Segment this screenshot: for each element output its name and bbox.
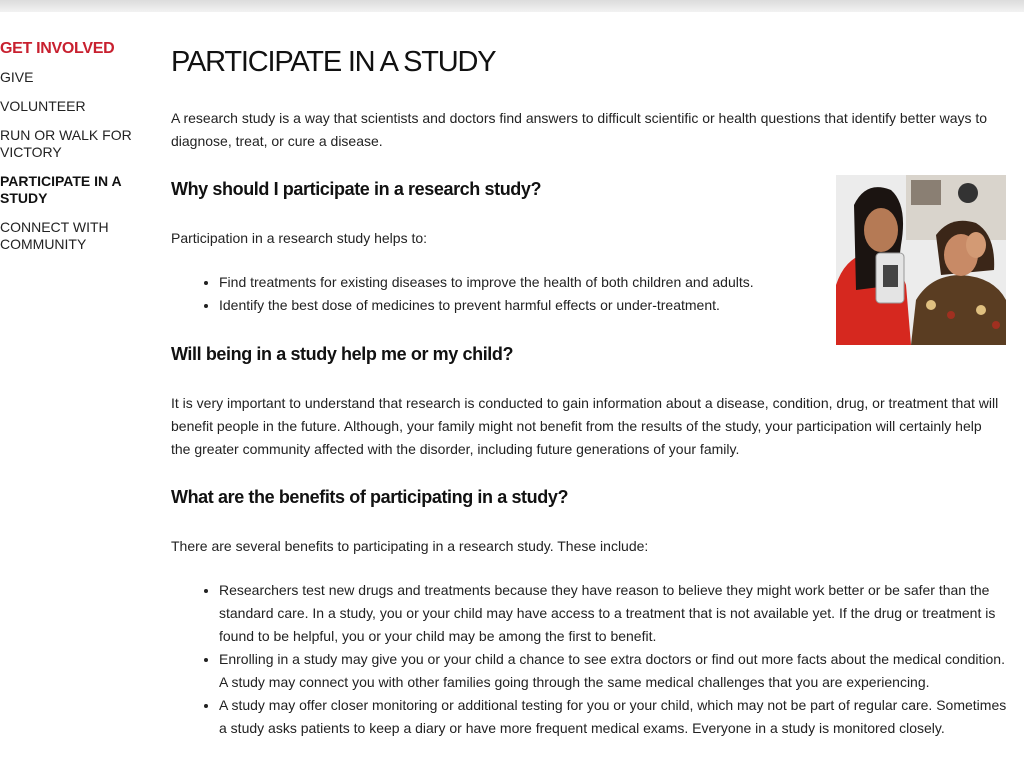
main-content bbox=[171, 40, 1007, 740]
sidebar-heading[interactable]: GET INVOLVED bbox=[0, 40, 115, 57]
bullet-list-why bbox=[171, 271, 829, 317]
list-item: • Researchers test new drugs and treatments because they have reason to believe they might work better or be safer than the standard care. In a study, you or your child may have access to a treatment that is not available yet. If the drug or treatment is found to be helpful, you or your child may be among the first to benefit. bbox=[219, 579, 1009, 648]
list-item: • A study may offer closer monitoring or additional testing for you or your child, which may not be part of regular care. Sometimes a study asks patients to keep a diary or have more frequent medical exams. Everyone in a study is monitored closely. bbox=[219, 694, 1009, 740]
list-item: • Find treatments for existing diseases to improve the health of both children and adults. bbox=[219, 271, 829, 294]
list-item: • Enrolling in a study may give you or your child a chance to see extra doctors or find out more facts about the medical condition. A study may connect you with other families going through the same medical challenges that you are experiencing. bbox=[219, 648, 1009, 694]
section-heading-why: Why should I participate in a research study? bbox=[171, 179, 542, 199]
page-title: PARTICIPATE IN A STUDY bbox=[171, 46, 496, 78]
sidebar-item-volunteer[interactable]: VOLUNTEER bbox=[0, 98, 86, 114]
sidebar-item-give[interactable]: GIVE bbox=[0, 69, 34, 85]
section-heading-help: Will being in a study help me or my child? bbox=[171, 344, 514, 364]
list-item: • Identify the best dose of medicines to prevent harmful effects or under-treatment. bbox=[219, 294, 829, 317]
section-paragraph-help: It is very important to understand that research is conducted to gain information about a disease, condition, drug, or treatment that will benefit people in the future. Although, your family might not benefit from the results of the study, your participation will certainly help the greater community affected with the disorder, including future generations of your family. bbox=[171, 395, 999, 457]
sidebar-item-participate[interactable]: PARTICIPATE IN A STUDY bbox=[0, 173, 122, 206]
browser-top-bar bbox=[0, 0, 1024, 12]
sidebar-nav bbox=[0, 40, 150, 265]
sidebar-item-run-or-walk[interactable]: RUN OR WALK FOR VICTORY bbox=[0, 127, 132, 160]
section-paragraph-benefits: There are several benefits to participating in a research study. These include: bbox=[171, 538, 649, 554]
bullet-list-benefits bbox=[171, 579, 1009, 740]
sidebar-item-connect[interactable]: CONNECT WITH COMMUNITY bbox=[0, 219, 109, 252]
intro-paragraph: A research study is a way that scientists and doctors find answers to difficult scientific or health questions that identify better ways to diagnose, treat, or cure a disease. bbox=[171, 110, 988, 149]
section-paragraph-why: Participation in a research study helps to: bbox=[171, 230, 428, 246]
section-heading-benefits: What are the benefits of participating in a study? bbox=[171, 487, 569, 507]
